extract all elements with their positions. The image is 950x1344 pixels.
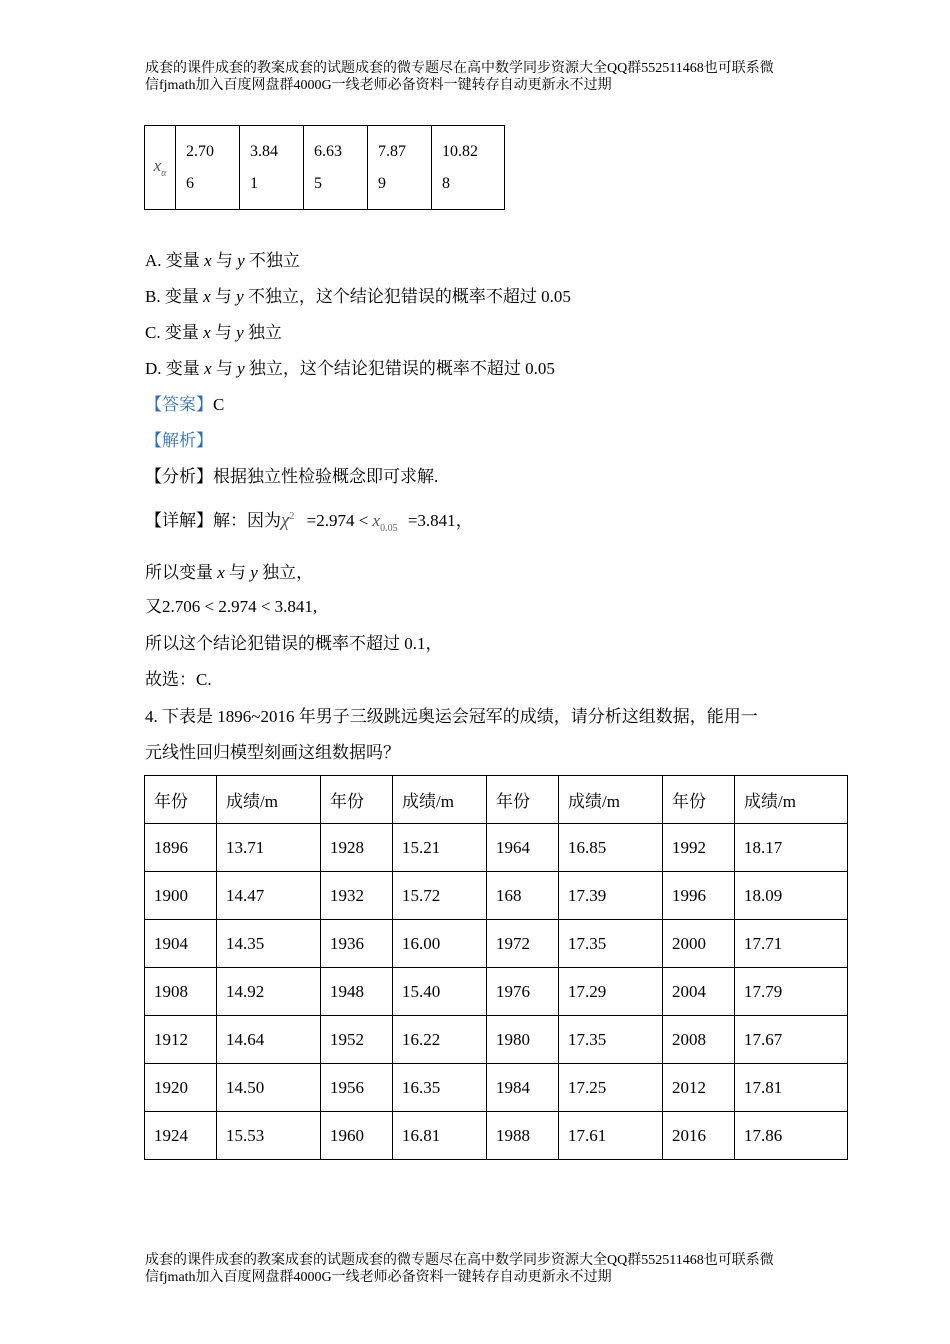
year-cell: 1936 — [321, 920, 393, 968]
x-alpha-label: $x_\alpha$ — [145, 126, 176, 210]
option-a: A. 变量 x 与 y 不独立 — [145, 251, 300, 270]
step-4: 故选：C. — [145, 670, 212, 689]
year-cell: 1932 — [321, 872, 393, 920]
year-cell: 1896 — [145, 824, 217, 872]
header-year: 年份 — [321, 776, 393, 824]
step-3: 所以这个结论犯错误的概率不超过 0.1， — [145, 634, 443, 653]
answer-line — [145, 394, 224, 416]
table-row — [145, 824, 848, 872]
score-cell: 14.92 — [217, 968, 321, 1016]
score-cell: 18.09 — [735, 872, 848, 920]
year-cell: 1992 — [663, 824, 735, 872]
step-2: 又2.706 < 2.974 < 3.841, — [145, 597, 318, 616]
score-cell: 14.64 — [217, 1016, 321, 1064]
page-header — [145, 60, 825, 94]
header-line-1: 成套的课件成套的教案成套的试题成套的微专题尽在高中数学同步资源大全QQ群552511468也可联系微 — [145, 61, 774, 76]
year-cell: 1960 — [321, 1112, 393, 1160]
score-cell: 16.00 — [393, 920, 487, 968]
critical-value-cell: 10.82 8 — [432, 126, 505, 210]
page-footer — [145, 1252, 825, 1286]
year-cell: 2000 — [663, 920, 735, 968]
year-cell: 1908 — [145, 968, 217, 1016]
header-year: 年份 — [487, 776, 559, 824]
score-cell: 16.35 — [393, 1064, 487, 1112]
year-cell: 1964 — [487, 824, 559, 872]
year-cell: 1904 — [145, 920, 217, 968]
table-row — [145, 1064, 848, 1112]
critical-value-cell: 7.87 9 — [368, 126, 432, 210]
table-row — [145, 1016, 848, 1064]
header-year: 年份 — [663, 776, 735, 824]
score-cell: 15.40 — [393, 968, 487, 1016]
year-cell: 168 — [487, 872, 559, 920]
header-score: 成绩/m — [559, 776, 663, 824]
detail-line: 【详解】解：因为$\chi^2 =2.974 < x_{0.05} =3.841$， — [145, 510, 473, 534]
option-c: C. 变量 x 与 y 独立 — [145, 323, 282, 342]
answer-tag: 【答案】 — [145, 395, 213, 414]
score-cell: 16.22 — [393, 1016, 487, 1064]
score-cell: 15.72 — [393, 872, 487, 920]
table-header-row — [145, 776, 848, 824]
table-row — [145, 920, 848, 968]
header-score: 成绩/m — [735, 776, 848, 824]
year-cell: 1920 — [145, 1064, 217, 1112]
year-cell: 1988 — [487, 1112, 559, 1160]
header-score: 成绩/m — [217, 776, 321, 824]
score-cell: 17.71 — [735, 920, 848, 968]
critical-value-cell: 6.63 5 — [304, 126, 368, 210]
year-cell: 2012 — [663, 1064, 735, 1112]
score-cell: 17.25 — [559, 1064, 663, 1112]
score-cell: 15.21 — [393, 824, 487, 872]
score-cell: 14.35 — [217, 920, 321, 968]
score-cell: 15.53 — [217, 1112, 321, 1160]
chi-symbol: χ — [281, 510, 290, 531]
critical-value-cell: 2.70 6 — [176, 126, 240, 210]
question-4-line-1: 4. 下表是 1896~2016 年男子三级跳远奥运会冠军的成绩，请分析这组数据，能用一 — [145, 707, 758, 726]
score-cell: 17.67 — [735, 1016, 848, 1064]
answer-value: C — [213, 395, 225, 414]
year-cell: 2004 — [663, 968, 735, 1016]
year-cell: 1928 — [321, 824, 393, 872]
score-cell: 13.71 — [217, 824, 321, 872]
question-4-line-2: 元线性回归模型刻画这组数据吗？ — [145, 743, 400, 762]
year-cell: 1984 — [487, 1064, 559, 1112]
score-cell: 14.47 — [217, 872, 321, 920]
analysis-line: 【分析】根据独立性检验概念即可求解. — [145, 467, 439, 486]
year-cell: 1996 — [663, 872, 735, 920]
score-cell: 17.86 — [735, 1112, 848, 1160]
year-cell: 1952 — [321, 1016, 393, 1064]
critical-value-table — [144, 125, 505, 210]
score-cell: 17.61 — [559, 1112, 663, 1160]
year-cell: 1912 — [145, 1016, 217, 1064]
analysis-tag: 【解析】 — [145, 431, 213, 450]
score-cell: 14.50 — [217, 1064, 321, 1112]
footer-line-2: 信fjmath加入百度网盘群4000G一线老师必备资料一键转存自动更新永不过期 — [145, 1270, 612, 1285]
score-cell: 17.81 — [735, 1064, 848, 1112]
score-cell: 17.39 — [559, 872, 663, 920]
footer-line-1: 成套的课件成套的教案成套的试题成套的微专题尽在高中数学同步资源大全QQ群552511468也可联系微 — [145, 1253, 774, 1268]
table-row — [145, 1112, 848, 1160]
step-1: 所以变量 x 与 y 独立， — [145, 563, 314, 582]
header-score: 成绩/m — [393, 776, 487, 824]
year-cell: 1976 — [487, 968, 559, 1016]
year-cell: 1956 — [321, 1064, 393, 1112]
year-cell: 1924 — [145, 1112, 217, 1160]
table-row — [145, 968, 848, 1016]
score-cell: 17.29 — [559, 968, 663, 1016]
year-cell: 2008 — [663, 1016, 735, 1064]
score-cell: 16.81 — [393, 1112, 487, 1160]
year-cell: 2016 — [663, 1112, 735, 1160]
option-b: B. 变量 x 与 y 不独立，这个结论犯错误的概率不超过 0.05 — [145, 287, 571, 306]
header-year: 年份 — [145, 776, 217, 824]
critical-value-cell: 3.84 1 — [240, 126, 304, 210]
year-cell: 1980 — [487, 1016, 559, 1064]
option-d: D. 变量 x 与 y 独立，这个结论犯错误的概率不超过 0.05 — [145, 359, 555, 378]
score-cell: 17.79 — [735, 968, 848, 1016]
score-cell: 18.17 — [735, 824, 848, 872]
score-cell: 17.35 — [559, 920, 663, 968]
year-cell: 1972 — [487, 920, 559, 968]
header-line-2: 信fjmath加入百度网盘群4000G一线老师必备资料一键转存自动更新永不过期 — [145, 78, 612, 93]
year-cell: 1900 — [145, 872, 217, 920]
table-row — [145, 872, 848, 920]
score-cell: 16.85 — [559, 824, 663, 872]
year-cell: 1948 — [321, 968, 393, 1016]
triple-jump-table — [144, 775, 848, 1160]
score-cell: 17.35 — [559, 1016, 663, 1064]
